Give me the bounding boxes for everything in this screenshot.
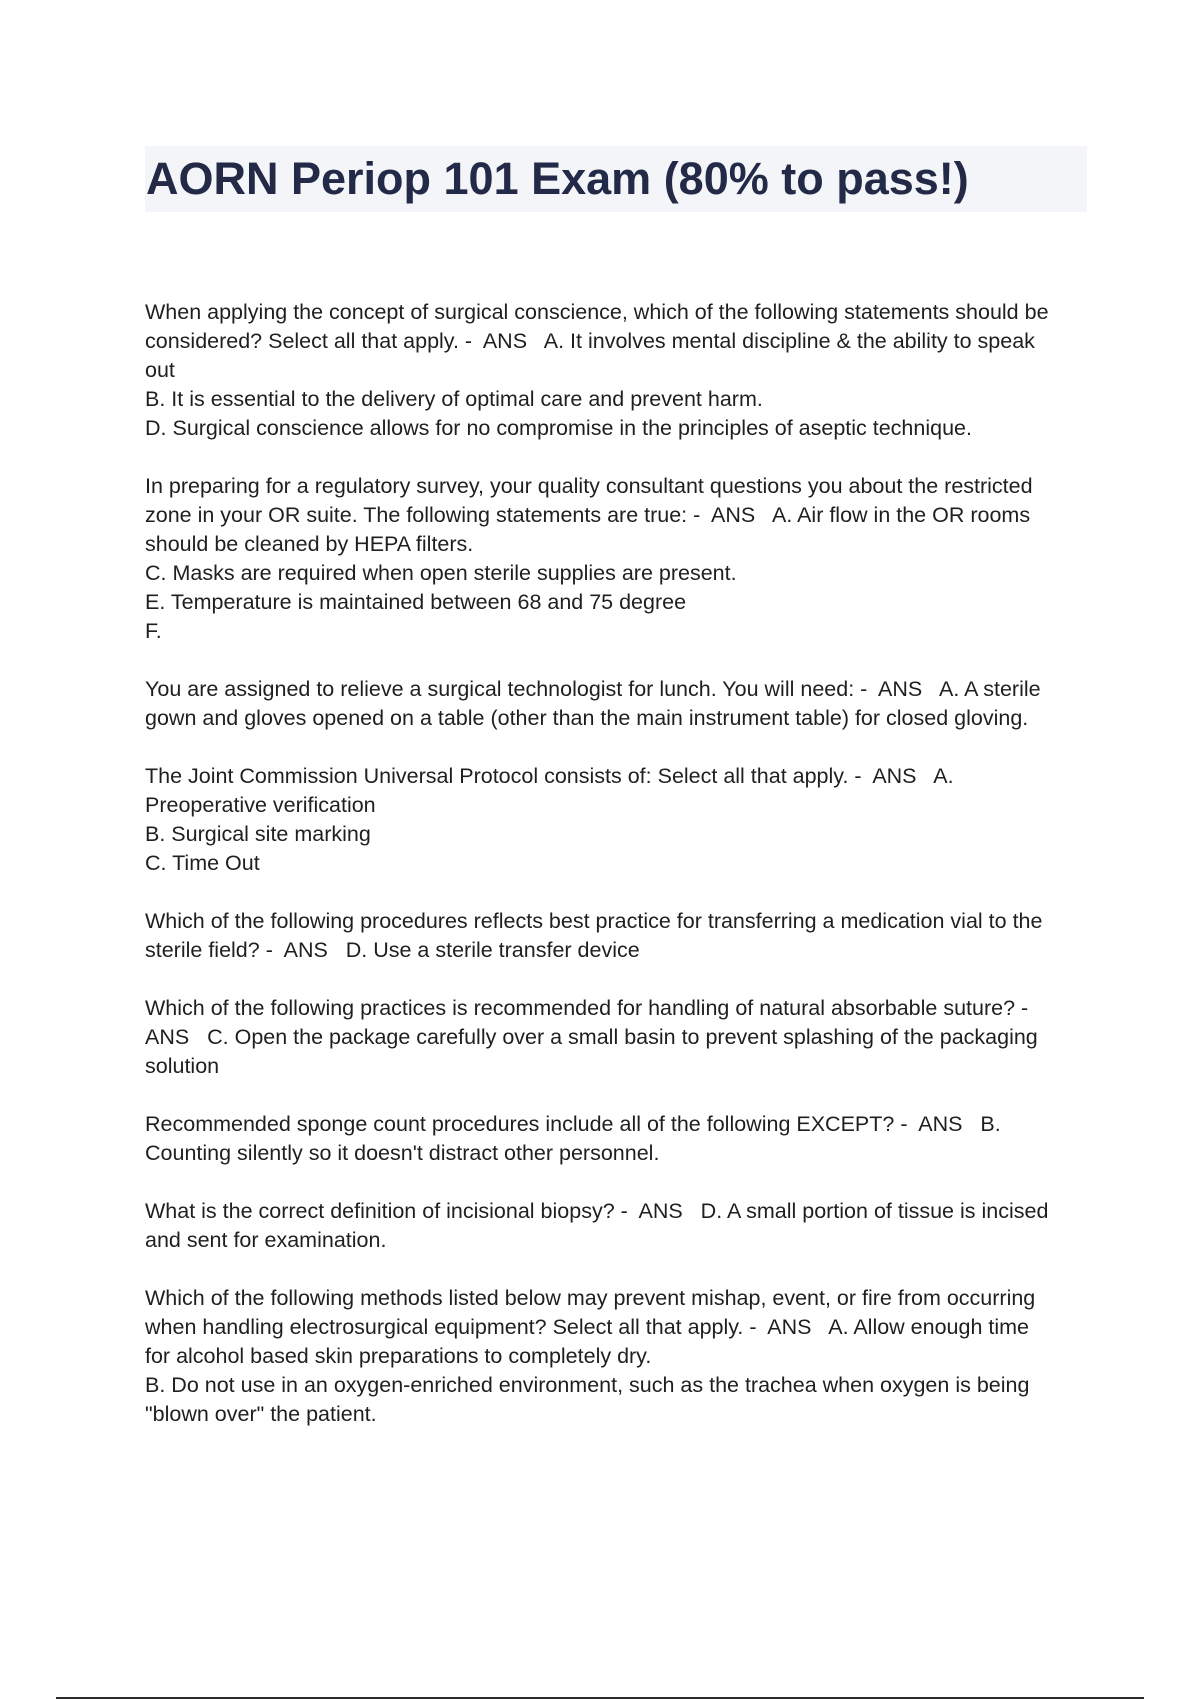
- qa-line: Which of the following methods listed below may prevent mishap, event, or fire from occurring: [145, 1286, 1036, 1310]
- qa-line: and sent for examination.: [145, 1228, 387, 1252]
- qa-line: C. Masks are required when open sterile supplies are present.: [145, 561, 737, 585]
- qa-line: E. Temperature is maintained between 68 and 75 degree: [145, 590, 687, 614]
- qa-item-2: [145, 472, 1090, 646]
- qa-item-6: [145, 994, 1090, 1081]
- qa-line: solution: [145, 1054, 220, 1078]
- qa-line: The Joint Commission Universal Protocol consists of: Select all that apply. - ANS A.: [145, 764, 954, 788]
- qa-line: Which of the following procedures reflects best practice for transferring a medication vial to the: [145, 909, 1043, 933]
- page-title: AORN Periop 101 Exam (80% to pass!): [146, 153, 969, 204]
- qa-line: B. Do not use in an oxygen-enriched environment, such as the trachea when oxygen is being: [145, 1373, 1030, 1397]
- qa-line: out: [145, 358, 175, 382]
- qa-line: Preoperative verification: [145, 793, 376, 817]
- qa-line: should be cleaned by HEPA filters.: [145, 532, 474, 556]
- qa-line: gown and gloves opened on a table (other than the main instrument table) for closed gloving.: [145, 706, 1029, 730]
- qa-item-4: [145, 762, 1090, 878]
- qa-line: Counting silently so it doesn't distract other personnel.: [145, 1141, 660, 1165]
- qa-line: Which of the following practices is recommended for handling of natural absorbable suture? -: [145, 996, 1029, 1020]
- qa-item-8: [145, 1197, 1090, 1255]
- qa-line: F.: [145, 619, 162, 643]
- qa-line: You are assigned to relieve a surgical technologist for lunch. You will need: - ANS A. A sterile: [145, 677, 1041, 701]
- qa-item-7: [145, 1110, 1090, 1168]
- qa-list: [145, 298, 1090, 1458]
- title-banner: [145, 146, 1087, 212]
- qa-line: sterile field? - ANS D. Use a sterile transfer device: [145, 938, 640, 962]
- qa-line: Recommended sponge count procedures include all of the following EXCEPT? - ANS B.: [145, 1112, 1001, 1136]
- qa-line: zone in your OR suite. The following statements are true: - ANS A. Air flow in the OR rooms: [145, 503, 1031, 527]
- qa-line: D. Surgical conscience allows for no compromise in the principles of aseptic technique.: [145, 416, 972, 440]
- qa-line: considered? Select all that apply. - ANS A. It involves mental discipline & the ability to speak: [145, 329, 1035, 353]
- qa-line: for alcohol based skin preparations to completely dry.: [145, 1344, 652, 1368]
- footer-divider: [56, 1697, 1144, 1699]
- qa-item-3: [145, 675, 1090, 733]
- qa-line: When applying the concept of surgical conscience, which of the following statements should be: [145, 300, 1049, 324]
- qa-item-1: [145, 298, 1090, 443]
- qa-line: In preparing for a regulatory survey, your quality consultant questions you about the restricted: [145, 474, 1033, 498]
- qa-item-9: [145, 1284, 1090, 1429]
- qa-line: C. Time Out: [145, 851, 260, 875]
- qa-line: "blown over" the patient.: [145, 1402, 377, 1426]
- qa-line: when handling electrosurgical equipment? Select all that apply. - ANS A. Allow enough time: [145, 1315, 1030, 1339]
- qa-line: ANS C. Open the package carefully over a small basin to prevent splashing of the packaging: [145, 1025, 1038, 1049]
- qa-line: B. It is essential to the delivery of optimal care and prevent harm.: [145, 387, 763, 411]
- qa-item-5: [145, 907, 1090, 965]
- qa-line: B. Surgical site marking: [145, 822, 371, 846]
- qa-line: What is the correct definition of incisional biopsy? - ANS D. A small portion of tissue is incised: [145, 1199, 1049, 1223]
